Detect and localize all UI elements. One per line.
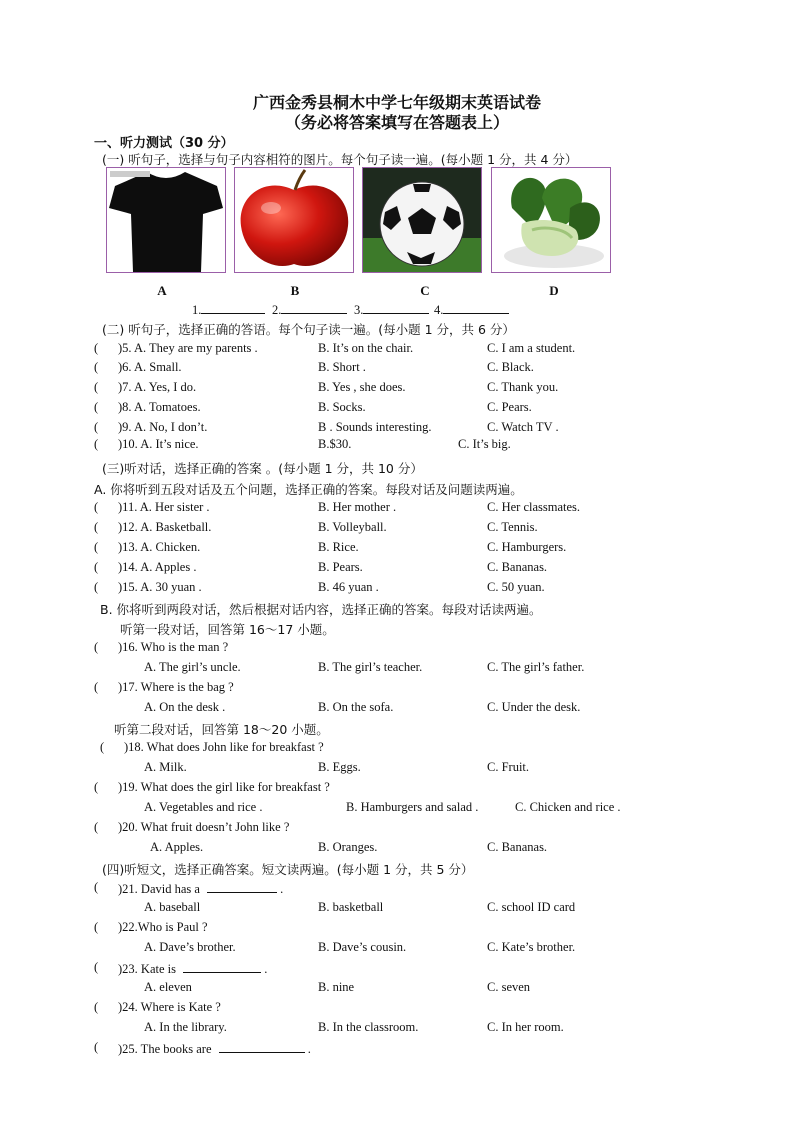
question-option-c: C. school ID card <box>487 900 576 914</box>
picture-label-d: D <box>549 283 559 298</box>
page-title: 广西金秀县桐木中学七年级期末英语试卷 <box>252 93 541 112</box>
answer-paren[interactable]: ( <box>94 920 99 934</box>
answer-paren[interactable]: ( <box>94 1000 99 1014</box>
question-option-b: B.$30. <box>318 437 352 451</box>
answer-paren[interactable]: ( <box>94 341 99 355</box>
question-option-a: A. baseball <box>144 900 201 914</box>
question-option-c: C. Tennis. <box>487 520 538 534</box>
answer-paren[interactable]: ( <box>94 540 99 554</box>
question-option-b: B. basketball <box>318 900 384 914</box>
answer-blank-4[interactable]: 4. <box>434 301 509 318</box>
answer-paren[interactable]: ( <box>94 880 99 894</box>
question-option-b: B. nine <box>318 980 355 994</box>
soccer-ball-icon <box>363 168 481 272</box>
question-option-c: C. Thank you. <box>487 380 559 394</box>
question-option-a: )5. A. They are my parents . <box>118 341 258 355</box>
answer-paren[interactable]: ( <box>94 820 99 834</box>
answer-paren[interactable]: ( <box>94 960 99 974</box>
question-option-b: B. Socks. <box>318 400 366 414</box>
question-22: )22.Who is Paul ? <box>118 920 208 934</box>
question-option-a: )13. A. Chicken. <box>118 540 201 554</box>
answer-paren[interactable]: ( <box>94 380 99 394</box>
question-option-c: C. Pears. <box>487 400 532 414</box>
part3-a-intro: A. 你将听到五段对话及五个问题，选择正确的答案。每段对话及问题读两遍。 <box>94 482 523 497</box>
question-option-a: )7. A. Yes, I do. <box>118 380 197 394</box>
question-option-a: A. On the desk . <box>144 700 226 714</box>
answer-paren[interactable]: ( <box>94 420 99 434</box>
picture-b <box>234 167 354 273</box>
answer-paren[interactable]: ( <box>94 400 99 414</box>
question-option-c: C. Bananas. <box>487 560 548 574</box>
part4-instruction: (四)听短文，选择正确答案。短文读两遍。(每小题 1 分，共 5 分） <box>102 862 474 877</box>
question-option-b: B. Hamburgers and salad . <box>346 800 479 814</box>
answer-paren[interactable]: ( <box>94 500 99 514</box>
question-option-c: C. Chicken and rice . <box>515 800 621 814</box>
question-option-a: A. The girl’s uncle. <box>144 660 241 674</box>
question-16: )16. Who is the man ? <box>118 640 229 654</box>
question-option-b: B. Short . <box>318 360 366 374</box>
question-option-a: )11. A. Her sister . <box>118 500 210 514</box>
answer-blank-1[interactable]: 1. <box>192 301 265 318</box>
picture-label-b: B <box>290 283 300 298</box>
part1-instruction: (一) 听句子，选择与句子内容相符的图片。每个句子读一遍。(每小题 1 分，共 4 分） <box>102 152 578 167</box>
page-subtitle: （务必将答案填写在答题表上） <box>284 113 509 132</box>
question-option-c: C. 50 yuan. <box>487 580 545 594</box>
red-apple-icon <box>235 168 353 272</box>
question-option-b: B. Her mother . <box>318 500 397 514</box>
question-option-b: B. On the sofa. <box>318 700 394 714</box>
question-option-b: B. 46 yuan . <box>318 580 379 594</box>
part2-instruction: (二) 听句子，选择正确的答语。每个句子读一遍。(每小题 1 分，共 6 分） <box>102 322 515 337</box>
question-option-c: C. In her room. <box>487 1020 564 1034</box>
answer-paren[interactable]: ( <box>94 560 99 574</box>
picture-label-a: A <box>157 283 167 298</box>
question-option-a: )9. A. No, I don’t. <box>118 420 208 434</box>
question-option-b: B. Pears. <box>318 560 363 574</box>
picture-label-c: C <box>420 283 430 298</box>
question-21: )21. David has a . <box>118 882 284 896</box>
part3-instruction: (三)听对话，选择正确的答案 。(每小题 1 分，共 10 分） <box>102 461 423 476</box>
question-option-b: B. It’s on the chair. <box>318 341 414 355</box>
question-option-c: C. Fruit. <box>487 760 530 774</box>
bok-choy-icon <box>492 168 610 272</box>
question-17: )17. Where is the bag ? <box>118 680 234 694</box>
question-20: )20. What fruit doesn’t John like ? <box>118 820 290 834</box>
question-option-a: A. In the library. <box>144 1020 227 1034</box>
question-option-c: C. Kate’s brother. <box>487 940 576 954</box>
answer-paren[interactable]: ( <box>94 780 99 794</box>
question-option-b: B. Dave’s cousin. <box>318 940 407 954</box>
answer-paren[interactable]: ( <box>94 1040 99 1054</box>
answer-paren[interactable]: ( <box>94 640 99 654</box>
question-option-c: C. Bananas. <box>487 840 548 854</box>
question-option-a: )14. A. Apples . <box>118 560 197 574</box>
question-option-a: )10. A. It’s nice. <box>118 437 199 451</box>
question-option-b: B. Volleyball. <box>318 520 387 534</box>
answer-paren[interactable]: ( <box>94 680 99 694</box>
question-option-c: C. seven <box>487 980 531 994</box>
question-option-b: B. In the classroom. <box>318 1020 419 1034</box>
part3-b-intro: B. 你将听到两段对话，然后根据对话内容，选择正确的答案。每段对话读两遍。 <box>100 602 542 617</box>
question-option-b: B. Eggs. <box>318 760 361 774</box>
question-option-b: B . Sounds interesting. <box>318 420 432 434</box>
picture-a <box>106 167 226 273</box>
question-option-c: C. Under the desk. <box>487 700 581 714</box>
question-option-a: A. Apples. <box>150 840 204 854</box>
question-option-c: C. Black. <box>487 360 534 374</box>
answer-paren[interactable]: ( <box>94 520 99 534</box>
question-option-b: B. Oranges. <box>318 840 378 854</box>
question-option-a: A. Vegetables and rice . <box>144 800 263 814</box>
fill-blank[interactable] <box>219 1040 305 1053</box>
black-tshirt-icon <box>107 168 225 272</box>
section-heading-listening: 一、听力测试（30 分） <box>94 136 234 151</box>
question-option-a: )6. A. Small. <box>118 360 182 374</box>
dialog1-intro: 听第一段对话，回答第 16～17 小题。 <box>120 622 335 637</box>
fill-blank[interactable] <box>183 960 261 973</box>
question-option-c: C. Her classmates. <box>487 500 581 514</box>
question-option-b: B. The girl’s teacher. <box>318 660 423 674</box>
question-option-b: B. Rice. <box>318 540 359 554</box>
question-option-a: )15. A. 30 yuan . <box>118 580 202 594</box>
question-option-a: A. Dave’s brother. <box>144 940 236 954</box>
question-25: )25. The books are . <box>118 1042 311 1056</box>
question-option-b: B. Yes , she does. <box>318 380 406 394</box>
question-23: )23. Kate is . <box>118 962 268 976</box>
picture-d <box>491 167 611 273</box>
answer-paren[interactable]: ( <box>100 740 105 754</box>
answer-paren[interactable]: ( <box>94 437 99 451</box>
question-option-a: A. Milk. <box>144 760 187 774</box>
answer-paren[interactable]: ( <box>94 580 99 594</box>
question-option-a: )12. A. Basketball. <box>118 520 212 534</box>
picture-c <box>362 167 482 273</box>
question-option-c: C. It’s big. <box>458 437 511 451</box>
question-option-c: C. The girl’s father. <box>487 660 585 674</box>
answer-blank-3[interactable]: 3. <box>354 301 429 318</box>
question-18: )18. What does John like for breakfast ? <box>124 740 324 754</box>
question-option-c: C. I am a student. <box>487 341 576 355</box>
question-option-c: C. Watch TV . <box>487 420 559 434</box>
fill-blank[interactable] <box>207 880 277 893</box>
question-option-c: C. Hamburgers. <box>487 540 567 554</box>
answer-blank-2[interactable]: 2. <box>272 301 347 318</box>
question-option-a: A. eleven <box>144 980 192 994</box>
question-option-a: )8. A. Tomatoes. <box>118 400 201 414</box>
answer-paren[interactable]: ( <box>94 360 99 374</box>
dialog2-intro: 听第二段对话，回答第 18～20 小题。 <box>114 722 329 737</box>
question-24: )24. Where is Kate ? <box>118 1000 221 1014</box>
question-19: )19. What does the girl like for breakfast ? <box>118 780 330 794</box>
